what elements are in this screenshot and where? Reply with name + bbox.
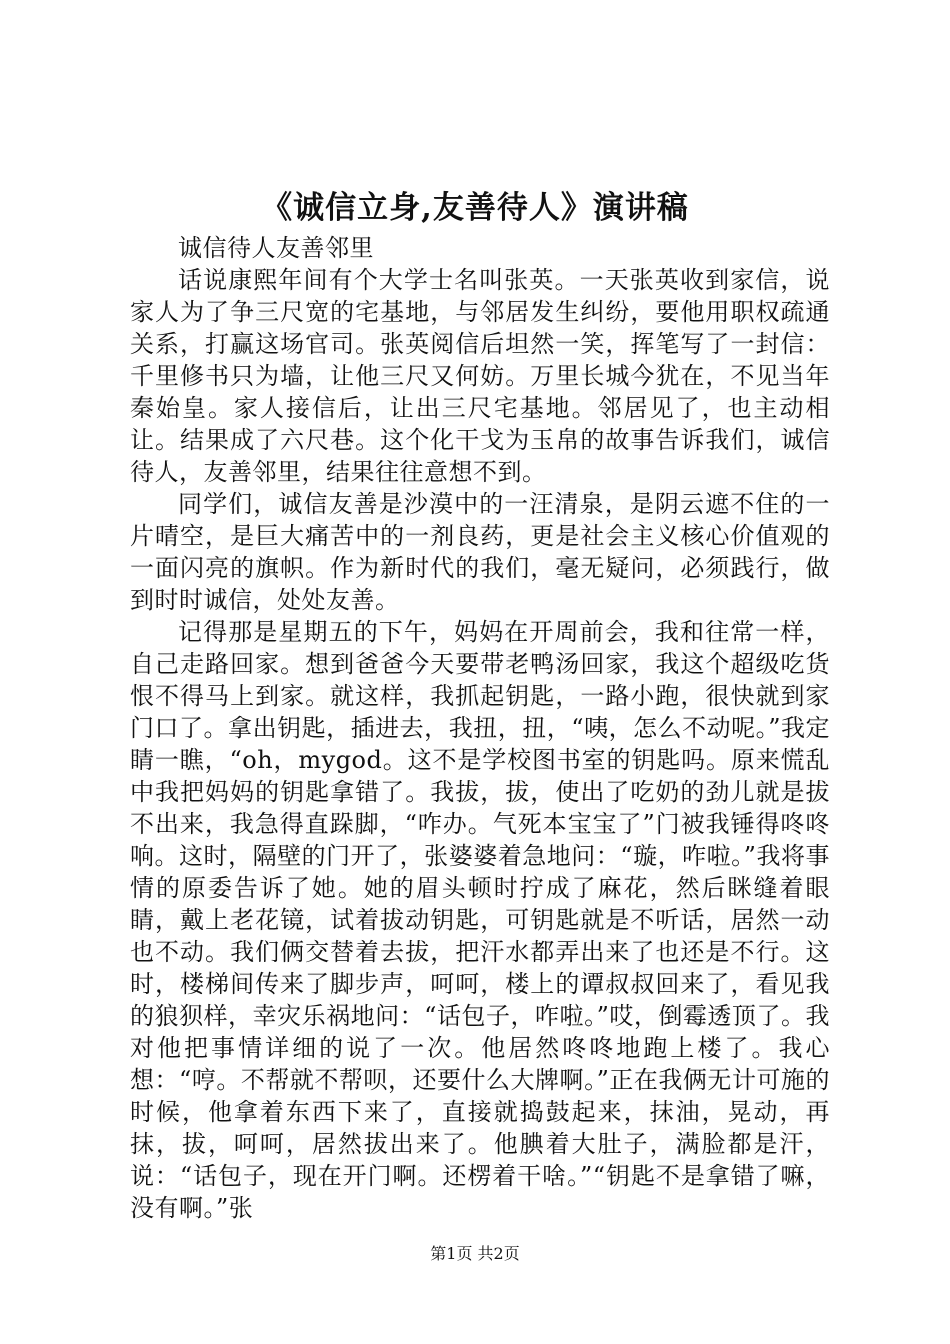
document-body [130, 232, 830, 1224]
body-paragraph: 同学们，诚信友善是沙漠中的一汪清泉，是阴云遮不住的一片晴空，是巨大痛苦中的一剂良药，更是社会主义核心价值观的一面闪亮的旗帜。作为新时代的我们，毫无疑问，必须践行，做到时时诚信，处处友善。 [130, 490, 830, 614]
body-paragraph: 话说康熙年间有个大学士名叫张英。一天张英收到家信，说家人为了争三尺宽的宅基地，与邻居发生纠纷，要他用职权疏通关系，打赢这场官司。张英阅信后坦然一笑，挥笔写了一封信：千里修书只为墙，让他三尺又何妨。万里长城今犹在，不见当年秦始皇。家人接信后，让出三尺宅基地。邻居见了，也主动相让。结果成了六尺巷。这个化干戈为玉帛的故事告诉我们，诚信待人，友善邻里，结果往往意想不到。 [130, 266, 830, 486]
document-title: 《诚信立身,友善待人》演讲稿 [261, 190, 689, 226]
body-paragraph-subtitle: 诚信待人友善邻里 [178, 234, 374, 262]
body-paragraph: 记得那是星期五的下午，妈妈在开周前会，我和往常一样，自己走路回家。想到爸爸今天要带老鸭汤回家，我这个超级吃货恨不得马上到家。就这样，我抓起钥匙，一路小跑，很快就到家门口了。拿出钥匙，插进去，我扭，扭，“咦，怎么不动呢。”我定睛一瞧，“oh，mygod。这不是学校图书室的钥匙吗。原来慌乱中我把妈妈的钥匙拿错了。我拔，拔，使出了吃奶的劲儿就是拔不出来，我急得直跺脚，“咋办。气死本宝宝了”门被我锤得咚咚响。这时，隔壁的门开了，张婆婆着急地问：“璇，咋啦。”我将事情的原委告诉了她。她的眉头顿时拧成了麻花，然后眯缝着眼睛，戴上老花镜，试着拔动钥匙，可钥匙就是不听话，居然一动也不动。我们俩交替着去拔，把汗水都弄出来了也还是不行。这时，楼梯间传来了脚步声，呵呵，楼上的谭叔叔回来了，看见我的狼狈样，幸灾乐祸地问：“话包子，咋啦。”哎，倒霉透顶了。我对他把事情详细的说了一次。他居然咚咚地跑上楼了。我心想：“哼。不帮就不帮呗，还要什么大牌啊。”正在我俩无计可施的时候，他拿着东西下来了，直接就捣鼓起来，抹油，晃动，再抹，拔，呵呵，居然拔出来了。他腆着大肚子，满脸都是汗，说：“话包子，现在开门啊。还楞着干啥。”“钥匙不是拿错了嘛，没有啊。”张 [130, 618, 830, 1222]
page-number-footer: 第1页 共2页 [430, 1244, 520, 1263]
